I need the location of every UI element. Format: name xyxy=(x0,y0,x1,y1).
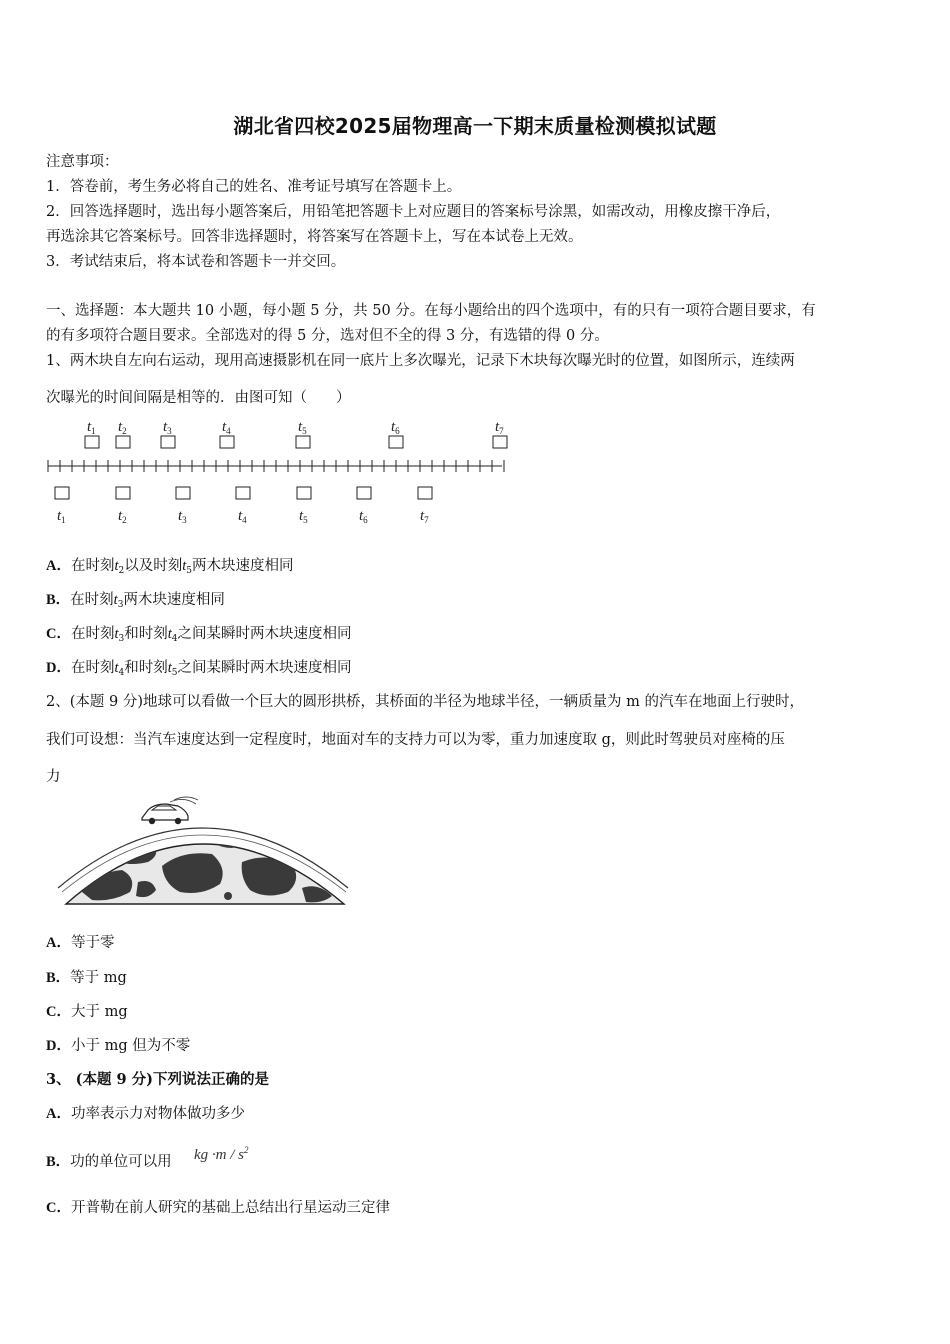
bottom-row-block xyxy=(55,487,69,499)
q3-option-a[interactable] xyxy=(46,1104,906,1124)
bottom-row-time-label: $t_2$ xyxy=(118,508,127,525)
option-text: 功的单位可以用 xyxy=(70,1154,172,1170)
q2-stem-line3: 力 xyxy=(46,769,61,785)
bottom-row-block xyxy=(236,487,250,499)
option-text: 功率表示力对物体做功多少 xyxy=(70,1106,245,1122)
option-text: 以及时刻 xyxy=(124,558,183,574)
top-row-time-label: $t_5$ xyxy=(298,419,307,436)
option-text: 两木块速度相同 xyxy=(123,592,225,608)
option-text: 在时刻 xyxy=(70,626,115,642)
option-text: 开普勒在前人研究的基础上总结出行星运动三定律 xyxy=(70,1200,390,1216)
ruler xyxy=(48,460,504,472)
top-row-time-label: $t_4$ xyxy=(222,419,231,436)
bottom-row-block xyxy=(116,487,130,499)
bottom-row-time-label: $t_3$ xyxy=(178,508,187,525)
q1-stem-line2: 次曝光的时间间隔是相等的．由图可知（ ） xyxy=(46,390,351,406)
notice-item-2-cont: 再选涂其它答案标号。回答非选择题时，将答案写在答题卡上，写在本试卷上无效。 xyxy=(46,229,583,245)
var-t: t xyxy=(182,558,187,574)
top-row-time-label: $t_7$ xyxy=(495,419,504,436)
notice-item-2: 2．回答选择题时，选出每小题答案后，用铅笔把答题卡上对应题目的答案标号涂黑，如需改动，用橡皮擦干净后， xyxy=(46,204,781,220)
var-subscript: 5 xyxy=(171,668,178,678)
option-text: 和时刻 xyxy=(124,626,168,642)
top-row-block xyxy=(389,436,403,448)
q2-option-c[interactable] xyxy=(46,1002,906,1022)
top-row-time-label: $t_1$ xyxy=(87,419,96,436)
option-letter: C． xyxy=(46,626,71,642)
bottom-row-block xyxy=(176,487,190,499)
var-subscript: 5 xyxy=(186,566,193,576)
option-text: 等于零 xyxy=(70,935,115,951)
top-row-blocks xyxy=(85,419,507,448)
earth-car-illustration xyxy=(52,792,352,910)
option-letter: C． xyxy=(46,1200,71,1216)
bottom-row-block xyxy=(357,487,371,499)
var-subscript: 3 xyxy=(118,634,125,644)
var-subscript: 4 xyxy=(118,668,125,678)
section-intro-line2: 的有多项符合题目要求。全部选对的得 5 分，选对但不全的得 3 分，有选错的得 0 分。 xyxy=(46,328,609,344)
var-t: t xyxy=(167,660,172,676)
q1-option-a[interactable] xyxy=(46,556,906,581)
bottom-row-time-label: $t_7$ xyxy=(420,508,429,525)
bottom-row-time-label: $t_5$ xyxy=(299,508,308,525)
page-title: 湖北省四校2025届物理高一下期末质量检测模拟试题 xyxy=(233,114,717,138)
top-row-time-label: $t_3$ xyxy=(163,419,172,436)
option-text: 在时刻 xyxy=(70,660,115,676)
q2-option-d[interactable] xyxy=(46,1036,906,1056)
q2-stem-line1: 2、(本题 9 分)地球可以看做一个巨大的圆形拱桥，其桥面的半径为地球半径，一辆质量为 m 的汽车在地面上行驶时， xyxy=(46,694,804,710)
var-t: t xyxy=(167,626,172,642)
option-text: 之间某瞬时两木块速度相同 xyxy=(177,660,352,676)
var-subscript: 4 xyxy=(171,634,178,644)
q2-option-a[interactable] xyxy=(46,933,906,953)
top-row-block xyxy=(296,436,310,448)
q1-stem-line1: 1、两木块自左向右运动，现用高速摄影机在同一底片上多次曝光，记录下木块每次曝光时的位置，如图所示，连续两 xyxy=(46,353,795,369)
notice-item-1: 1．答卷前，考生务必将自己的姓名、准考证号填写在答题卡上。 xyxy=(46,179,462,195)
option-text: 在时刻 xyxy=(70,558,115,574)
bottom-row-blocks xyxy=(55,487,432,525)
option-letter: D． xyxy=(46,660,71,676)
option-letter: B． xyxy=(46,970,71,986)
top-row-time-label: $t_2$ xyxy=(118,419,127,436)
bottom-row-time-label: $t_4$ xyxy=(238,508,247,525)
bottom-row-block xyxy=(297,487,311,499)
option-letter: C． xyxy=(46,1004,71,1020)
option-letter: A． xyxy=(46,935,71,951)
q1-option-d[interactable] xyxy=(46,658,906,683)
bottom-row-time-label: $t_1$ xyxy=(57,508,66,525)
notice-item-3: 3．考试结束后，将本试卷和答题卡一并交回。 xyxy=(46,254,346,270)
option-text: 小于 mg 但为不零 xyxy=(70,1038,191,1054)
section-intro-line1: 一、选择题：本大题共 10 小题，每小题 5 分，共 50 分。在每小题给出的四个选项中，有的只有一项符合题目要求，有 xyxy=(46,303,816,319)
q3-stem: 3、 (本题 9 分)下列说法正确的是 xyxy=(46,1071,270,1088)
bottom-row-block xyxy=(418,487,432,499)
var-t: t xyxy=(114,660,119,676)
var-subscript: 3 xyxy=(117,600,124,610)
option-text: 等于 mg xyxy=(70,970,127,986)
option-letter: D． xyxy=(46,1038,71,1054)
var-subscript: 2 xyxy=(118,566,125,576)
option-letter: B． xyxy=(46,1154,71,1170)
q1-option-b[interactable] xyxy=(46,590,906,615)
unit-formula: kg ·m / s xyxy=(194,1147,244,1163)
q2-stem-line2: 我们可设想：当汽车速度达到一定程度时，地面对车的支持力可以为零，重力加速度取 g，则此时驾驶员对座椅的压 xyxy=(46,732,785,748)
option-letter: A． xyxy=(46,558,71,574)
top-row-block xyxy=(220,436,234,448)
option-text: 大于 mg xyxy=(70,1004,128,1020)
top-row-time-label: $t_6$ xyxy=(391,419,400,436)
top-row-block xyxy=(161,436,175,448)
var-t: t xyxy=(114,626,119,642)
unit-exponent: 2 xyxy=(244,1145,249,1155)
option-letter: A． xyxy=(46,1106,71,1122)
car-icon xyxy=(142,797,198,824)
top-row-block xyxy=(493,436,507,448)
option-letter: B． xyxy=(46,592,71,608)
option-text: 之间某瞬时两木块速度相同 xyxy=(177,626,352,642)
var-t: t xyxy=(114,558,119,574)
top-row-block xyxy=(85,436,99,448)
notice-heading: 注意事项： xyxy=(46,154,119,170)
option-text: 两木块速度相同 xyxy=(192,558,294,574)
q2-option-b[interactable] xyxy=(46,968,906,988)
top-row-block xyxy=(116,436,130,448)
option-text: 在时刻 xyxy=(70,592,114,608)
q3-option-b[interactable] xyxy=(46,1140,906,1174)
q1-exposure-figure xyxy=(40,414,510,530)
q1-option-c[interactable] xyxy=(46,624,906,649)
bottom-row-time-label: $t_6$ xyxy=(359,508,368,525)
option-text: 和时刻 xyxy=(124,660,168,676)
var-t: t xyxy=(113,592,118,608)
q3-option-c[interactable] xyxy=(46,1198,906,1218)
